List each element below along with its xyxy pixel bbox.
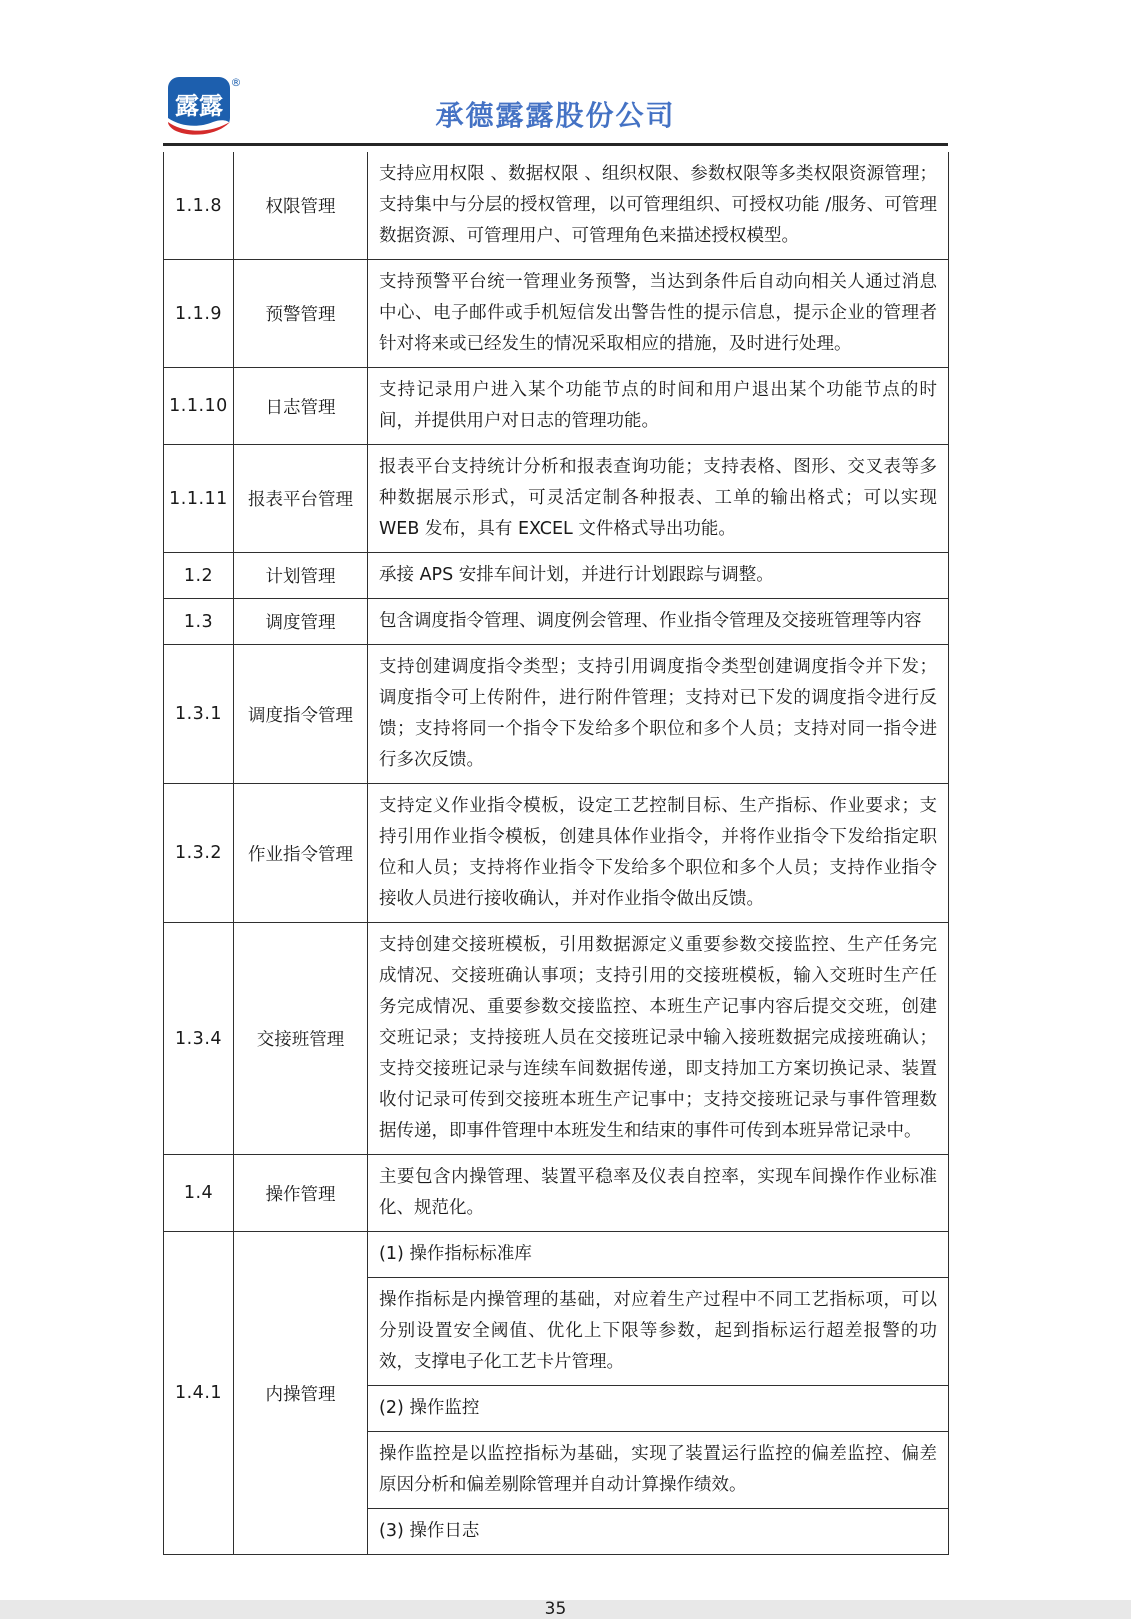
row-sub-heading-cell: (1) 操作指标标准库 [368, 1232, 949, 1278]
row-name-cell: 交接班管理 [234, 923, 368, 1155]
row-id-cell: 1.4 [164, 1155, 234, 1232]
logo-text: 露露 [175, 92, 223, 120]
row-id-cell: 1.3.1 [164, 645, 234, 784]
table-row [164, 553, 949, 599]
registered-mark-icon: ® [230, 76, 242, 89]
table-row [164, 1232, 949, 1278]
row-name-cell: 内操管理 [234, 1232, 368, 1555]
row-name-cell: 日志管理 [234, 368, 368, 445]
row-id-cell: 1.1.9 [164, 260, 234, 368]
row-name-cell: 权限管理 [234, 152, 368, 260]
row-id-cell: 1.1.8 [164, 152, 234, 260]
row-name-cell: 操作管理 [234, 1155, 368, 1232]
row-sub-heading-cell: (2) 操作监控 [368, 1386, 949, 1432]
row-desc-cell: 主要包含内操管理、装置平稳率及仪表自控率，实现车间操作作业标准化、规范化。 [368, 1155, 949, 1232]
table-row [164, 784, 949, 923]
row-id-cell: 1.4.1 [164, 1232, 234, 1555]
page-header [163, 0, 948, 146]
table-row [164, 368, 949, 445]
row-sub-desc-cell: 操作指标是内操管理的基础，对应着生产过程中不同工艺指标项，可以分别设置安全阈值、优化上下限等参数，起到指标运行超差报警的功效，支撑电子化工艺卡片管理。 [368, 1278, 949, 1386]
row-id-cell: 1.1.11 [164, 445, 234, 553]
table-row [164, 645, 949, 784]
row-sub-heading-cell: (3) 操作日志 [368, 1509, 949, 1555]
row-name-cell: 预警管理 [234, 260, 368, 368]
row-desc-cell: 承接 APS 安排车间计划，并进行计划跟踪与调整。 [368, 553, 949, 599]
page-content [163, 0, 948, 1619]
requirements-table [163, 152, 949, 1555]
row-desc-cell: 报表平台支持统计分析和报表查询功能；支持表格、图形、交叉表等多种数据展示形式，可灵活定制各种报表、工单的输出格式；可以实现 WEB 发布，具有 EXCEL 文件格式导出功能。 [368, 445, 949, 553]
row-desc-cell: 支持记录用户进入某个功能节点的时间和用户退出某个功能节点的时间，并提供用户对日志的管理功能。 [368, 368, 949, 445]
row-sub-desc-cell: 操作监控是以监控指标为基础，实现了装置运行监控的偏差监控、偏差原因分析和偏差剔除管理并自动计算操作绩效。 [368, 1432, 949, 1509]
table-row [164, 1155, 949, 1232]
row-id-cell: 1.3 [164, 599, 234, 645]
row-desc-cell: 支持预警平台统一管理业务预警，当达到条件后自动向相关人通过消息中心、电子邮件或手机短信发出警告性的提示信息，提示企业的管理者针对将来或已经发生的情况采取相应的措施，及时进行处理。 [368, 260, 949, 368]
row-name-cell: 计划管理 [234, 553, 368, 599]
row-name-cell: 报表平台管理 [234, 445, 368, 553]
row-name-cell: 调度管理 [234, 599, 368, 645]
row-desc-cell: 支持应用权限 、数据权限 、组织权限、参数权限等多类权限资源管理；支持集中与分层的授权管理，以可管理组织、可授权功能 /服务、可管理数据资源、可管理用户、可管理角色来描述授权模型。 [368, 152, 949, 260]
row-name-cell: 作业指令管理 [234, 784, 368, 923]
row-id-cell: 1.3.4 [164, 923, 234, 1155]
row-id-cell: 1.2 [164, 553, 234, 599]
table-row [164, 599, 949, 645]
row-id-cell: 1.3.2 [164, 784, 234, 923]
table-row [164, 923, 949, 1155]
row-name-cell: 调度指令管理 [234, 645, 368, 784]
company-title: 承德露露股份公司 [435, 99, 676, 132]
row-desc-cell: 支持定义作业指令模板，设定工艺控制目标、生产指标、作业要求；支持引用作业指令模板，创建具体作业指令，并将作业指令下发给指定职位和人员；支持将作业指令下发给多个职位和多个人员；支持作业指令接收人员进行接收确认，并对作业指令做出反馈。 [368, 784, 949, 923]
row-desc-cell: 支持创建交接班模板，引用数据源定义重要参数交接监控、生产任务完成情况、交接班确认事项；支持引用的交接班模板，输入交班时生产任务完成情况、重要参数交接监控、本班生产记事内容后提交交班，创建交班记录；支持接班人员在交接班记录中输入接班数据完成接班确认；支持交接班记录与连续车间数据传递，即支持加工方案切换记录、装置收付记录可传到交接班本班生产记事中；支持交接班记录与事件管理数据传递，即事件管理中本班发生和结束的事件可传到本班异常记录中。 [368, 923, 949, 1155]
table-row [164, 152, 949, 260]
row-desc-cell: 包含调度指令管理、调度例会管理、作业指令管理及交接班管理等内容 [368, 599, 949, 645]
table-row [164, 445, 949, 553]
row-id-cell: 1.1.10 [164, 368, 234, 445]
table-row [164, 260, 949, 368]
row-desc-cell: 支持创建调度指令类型；支持引用调度指令类型创建调度指令并下发；调度指令可上传附件，进行附件管理；支持对已下发的调度指令进行反馈；支持将同一个指令下发给多个职位和多个人员；支持对同一指令进行多次反馈。 [368, 645, 949, 784]
page-number: 35 [544, 1599, 567, 1619]
